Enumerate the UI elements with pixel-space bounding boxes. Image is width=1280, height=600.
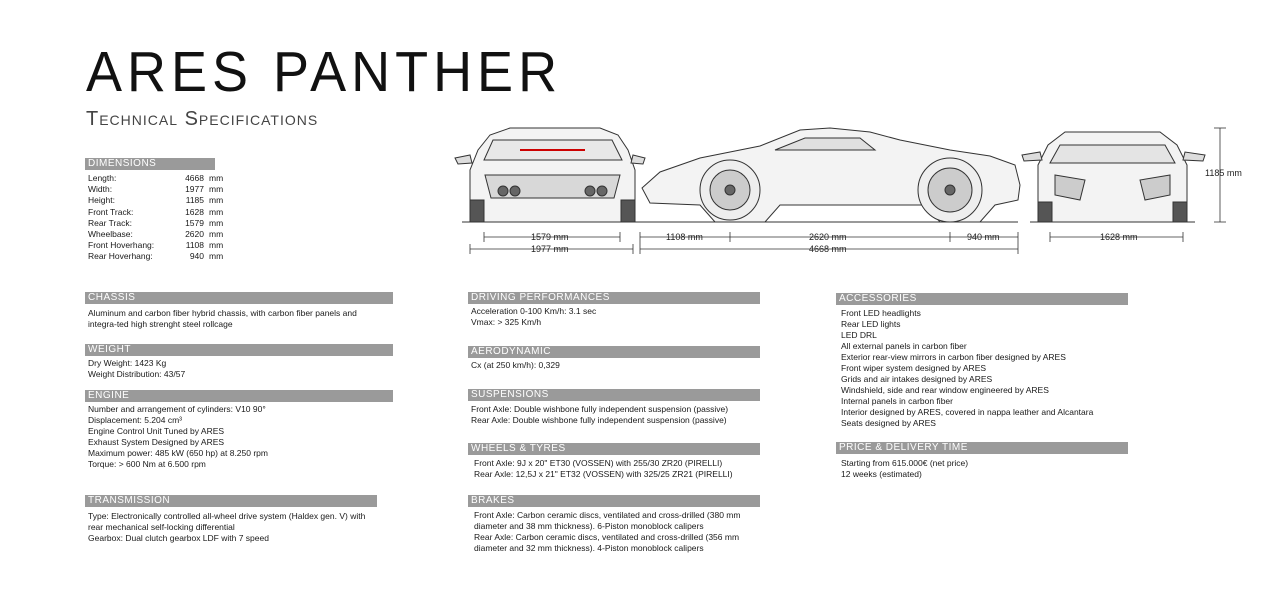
driving-line: Acceleration 0-100 Km/h: 3.1 sec [471, 306, 597, 316]
side-view-car [642, 128, 1020, 222]
front-track-label: 1628 mm [1100, 232, 1138, 242]
transmission-line: Type: Electronically controlled all-wheel drive system (Haldex gen. V) with [88, 511, 366, 521]
front-view-car [1022, 132, 1205, 222]
brakes-line: Rear Axle: Carbon ceramic discs, ventilated and cross-drilled (356 mm [474, 532, 740, 542]
dimension-unit: mm [209, 229, 224, 240]
dimension-value: 1108 [185, 240, 204, 251]
dimension-label: Height: [88, 195, 115, 206]
dimension-row [88, 207, 223, 218]
dimension-label: Rear Track: [88, 217, 132, 228]
brakes-line: diameter and 38 mm thickness). 6-Piston monoblock calipers [474, 521, 704, 531]
weight-text [88, 358, 185, 380]
chassis-heading: CHASSIS [85, 292, 393, 304]
dimension-unit: mm [209, 173, 224, 183]
transmission-line: rear mechanical self-locking differential [88, 522, 235, 532]
front-overhang-label: 1108 mm [666, 232, 703, 242]
dimension-value: 1185 [185, 195, 204, 206]
accessories-line: Rear LED lights [841, 319, 901, 329]
dimension-unit: mm [209, 206, 224, 217]
weight-line: Dry Weight: 1423 Kg [88, 358, 167, 368]
dimension-unit: mm [209, 195, 224, 206]
dimension-label: Front Hoverhang: [88, 240, 155, 251]
dimension-value: 2620 [185, 229, 204, 240]
wheels-heading: WHEELS & TYRES [468, 443, 760, 455]
rear-track-label: 1579 mm [531, 232, 569, 242]
dimension-value: 1628 [185, 206, 204, 217]
chassis-description: Aluminum and carbon fiber hybrid chassis, with carbon fiber panels and integra-ted high strenght steel rollcage [88, 308, 357, 329]
driving-text [471, 306, 596, 328]
engine-line: Torque: > 600 Nm at 6.500 rpm [88, 459, 206, 469]
weight-line: Weight Distribution: 43/57 [88, 369, 186, 379]
accessories-line: Exterior rear-view mirrors in carbon fiber designed by ARES [841, 352, 1066, 362]
dimensions-heading: DIMENSIONS [85, 158, 215, 170]
dimension-value: 940 [189, 251, 204, 262]
suspensions-text [471, 404, 728, 426]
transmission-line: Gearbox: Dual clutch gearbox LDF with 7 speed [88, 533, 269, 543]
aero-text [471, 360, 560, 371]
driving-heading: DRIVING PERFORMANCES [468, 292, 760, 304]
engine-line: Number and arrangement of cylinders: V10 90° [88, 404, 266, 414]
width-label: 1977 mm [531, 244, 569, 254]
dimension-unit: mm [209, 251, 224, 262]
weight-heading: WEIGHT [85, 344, 393, 356]
engine-line: Engine Control Unit Tuned by ARES [88, 426, 225, 436]
accessories-text [841, 308, 1093, 429]
accessories-line: Interior designed by ARES, covered in nappa leather and Alcantara [841, 407, 1094, 417]
dimension-value: 1977 [185, 184, 204, 195]
wheels-line: Front Axle: 9J x 20" ET30 (VOSSEN) with 255/30 ZR20 (PIRELLI) [474, 458, 723, 468]
accessories-line: Internal panels in carbon fiber [841, 396, 953, 406]
brakes-heading: BRAKES [468, 495, 760, 507]
accessories-line: All external panels in carbon fiber [841, 341, 967, 351]
page-subtitle: Technical Specifications [86, 108, 319, 130]
dimension-value: 4668 [185, 173, 204, 183]
accessories-line: LED DRL [841, 330, 877, 340]
dimension-row [88, 229, 223, 240]
dimension-label: Wheelbase: [88, 229, 133, 240]
transmission-text [88, 511, 365, 544]
wheelbase-label: 2620 mm [809, 232, 847, 242]
accessories-heading: ACCESSORIES [836, 293, 1128, 305]
dimension-label: Front Track: [88, 206, 134, 217]
length-label: 4668 mm [809, 244, 847, 254]
dimension-unit: mm [209, 184, 224, 195]
dimensions-table [88, 173, 223, 263]
brakes-line: Front Axle: Carbon ceramic discs, ventilated and cross-drilled (380 mm [474, 510, 741, 520]
suspensions-line: Rear Axle: Double wishbone fully independent suspension (passive) [471, 415, 727, 425]
dimension-row [88, 218, 223, 229]
brakes-text [474, 510, 740, 554]
engine-heading: ENGINE [85, 390, 393, 402]
engine-line: Displacement: 5.204 cm³ [88, 415, 183, 425]
price-text [841, 458, 968, 480]
transmission-heading: TRANSMISSION [85, 495, 377, 507]
engine-line: Exhaust System Designed by ARES [88, 437, 225, 447]
wheels-text [474, 458, 733, 480]
accessories-line: Front wiper system designed by ARES [841, 363, 987, 373]
brakes-line: diameter and 32 mm thickness). 4-Piston monoblock calipers [474, 543, 704, 553]
aero-line: Cx (at 250 km/h): 0,329 [471, 360, 560, 370]
page-title: ARES PANTHER [86, 40, 563, 104]
dimension-row [88, 251, 223, 262]
dimension-unit: mm [209, 240, 224, 251]
accessories-line: Windshield, side and rear window engineered by ARES [841, 385, 1049, 395]
dimension-row [88, 173, 223, 184]
dimension-label: Width: [88, 184, 113, 195]
engine-text [88, 404, 268, 470]
suspensions-line: Front Axle: Double wishbone fully independent suspension (passive) [471, 404, 729, 414]
engine-line: Maximum power: 485 kW (650 hp) at 8.250 rpm [88, 448, 268, 458]
car-blueprint-diagram [440, 118, 1260, 264]
wheels-line: Rear Axle: 12,5J x 21" ET32 (VOSSEN) with 325/25 ZR21 (PIRELLI) [474, 469, 733, 479]
dimension-row [88, 240, 223, 251]
rear-overhang-label: 940 mm [967, 232, 1000, 242]
price-heading: PRICE & DELIVERY TIME [836, 442, 1128, 454]
price-line: Starting from 615.000€ (net price) [841, 458, 969, 468]
dimension-row [88, 195, 223, 206]
accessories-line: Grids and air intakes designed by ARES [841, 374, 993, 384]
driving-line: Vmax: > 325 Km/h [471, 317, 542, 327]
dimension-label: Length: [88, 173, 117, 183]
dimension-label: Rear Hoverhang: [88, 251, 153, 262]
chassis-text [88, 308, 388, 330]
accessories-line: Seats designed by ARES [841, 418, 936, 428]
price-line: 12 weeks (estimated) [841, 469, 922, 479]
accessories-line: Front LED headlights [841, 308, 921, 318]
rear-view-car [455, 128, 645, 222]
dimension-value: 1579 [185, 217, 204, 228]
dimension-row [88, 184, 223, 195]
suspensions-heading: SUSPENSIONS [468, 389, 760, 401]
height-label: 1185 mm [1205, 168, 1242, 178]
aero-heading: AERODYNAMIC [468, 346, 760, 358]
dimension-unit: mm [209, 217, 224, 228]
